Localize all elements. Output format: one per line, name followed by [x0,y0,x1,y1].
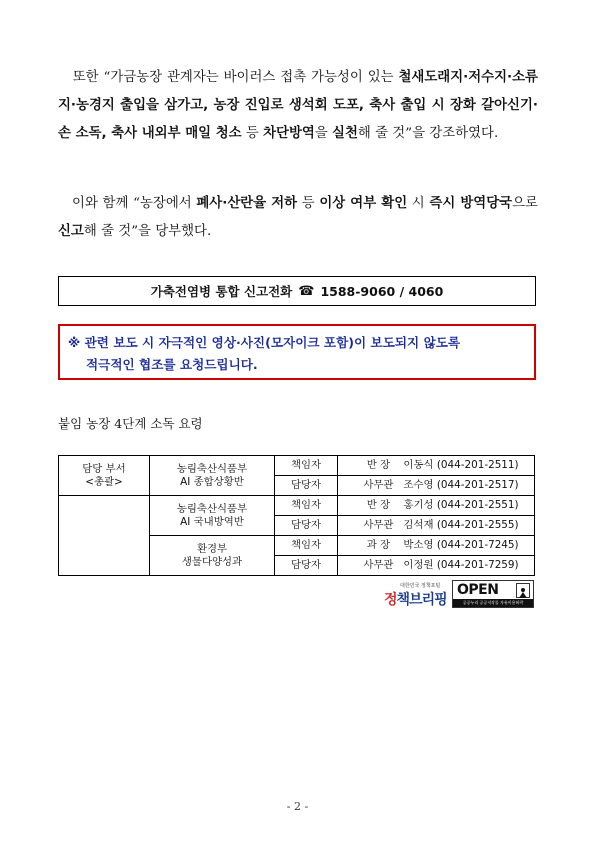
p1-bold-actions: 철새도래지·저수지·소류지·농경지 출입을 삼가고, 농장 진입로 생석회 도포, 축사 출입 시 장화 갈아신기·손 소독, 축사 내외부 매일 청소 [58,70,538,141]
p1-text-c: 등 [241,126,264,141]
role-cell: 담당자 [275,476,338,496]
division-cell [150,496,275,536]
role-cell: 책임자 [275,536,338,556]
division-unit: AI 종합상황반 [180,475,244,488]
p2-text-e: 으로 [512,196,538,211]
p1-text-a: 또한 “가금농장 관계자는 바이러스 접촉 가능성이 있는 [72,70,399,85]
person-title: 사무관 [363,519,394,531]
notice-line-1: ※ 관련 보도 시 자극적인 영상·사진(모자이크 포함)이 보도되지 않도록 [68,335,461,350]
paragraph-reporting [58,190,538,246]
division-org: 농림축산식품부 [176,502,248,515]
p2-text-c: 등 [297,196,320,211]
division-cell [150,456,275,496]
open-license-badge [452,580,534,608]
p2-bold-mortality: 폐사·산란율 저하 [196,196,298,211]
table-row [59,496,535,516]
person-title: 사무관 [363,559,394,571]
p1-bold-practice: 실천 [332,126,358,141]
press-notice-box [58,324,536,380]
person-name: 박소영 [403,539,434,551]
role-cell: 담당자 [275,516,338,536]
person-cell [338,476,535,496]
dept-sub-label: <총괄> [85,475,123,488]
table-row [59,456,535,476]
person-name: 김석재 [403,519,434,531]
person-title: 사무관 [363,479,394,491]
open-label: OPEN [457,582,499,598]
person-cell [338,496,535,516]
dept-cell [59,456,150,496]
briefing-red-char: 정 [384,592,397,608]
p1-text-d: 을 [314,126,333,141]
contacts-table [58,455,535,576]
person-title: 반 장 [366,499,391,511]
person-cell [338,536,535,556]
dept-cell-empty [59,496,150,576]
telephone-icon: ☎ [298,283,315,299]
dept-label: 담당 부서 [82,462,126,475]
person-name: 조수영 [403,479,434,491]
p2-text-f: 해 줄 것”을 당부했다. [83,224,212,239]
division-cell [150,536,275,576]
person-phone: (044-201-2555) [436,519,519,531]
briefing-rest: 책브리핑 [396,592,447,608]
division-org: 농림축산식품부 [176,462,248,475]
person-cell [338,516,535,536]
hotline-number: 1588-9060 / 4060 [320,283,444,299]
division-unit: AI 국내방역반 [180,515,244,528]
person-phone: (044-201-2511) [436,459,519,471]
paragraph-biosecurity [58,64,538,148]
p2-text-d: 시 [407,196,430,211]
p1-bold-quarantine: 차단방역 [263,126,315,141]
p2-bold-check: 이상 여부 확인 [319,196,408,211]
briefing-small-text: 대한민국 정책포털 [400,583,441,589]
role-cell: 담당자 [275,556,338,576]
person-cell [338,556,535,576]
person-title: 과 장 [366,539,391,551]
briefing-main-text [384,589,447,609]
person-phone: (044-201-7259) [436,559,519,571]
role-cell: 책임자 [275,496,338,516]
person-phone: (044-201-2551) [436,499,519,511]
person-name: 이동식 [403,459,434,471]
division-org: 환경부 [196,542,228,555]
person-title: 반 장 [366,459,391,471]
p1-text-e: 해 줄 것”을 강조하였다. [357,126,499,141]
role-cell: 책임자 [275,456,338,476]
public-nuri-icon [516,583,530,598]
p2-bold-report: 신고 [58,224,84,239]
page-number: - 2 - [286,800,309,813]
division-unit: 생물다양성과 [181,555,243,568]
person-name: 이정원 [403,559,434,571]
attachment-note: 붙임 농장 4단계 소독 요령 [58,416,203,431]
person-phone: (044-201-2517) [436,479,519,491]
hotline-box [58,276,536,306]
person-name: 홍기성 [403,499,434,511]
hotline-label: 가축전염병 통합 신고전화 [150,284,293,299]
person-cell [338,456,535,476]
person-phone: (044-201-7245) [436,539,519,551]
p2-text-a: 이와 함께 “농장에서 [72,196,197,211]
open-license-bar: 공공누리 공공저작물 자유이용허락 [453,599,533,607]
p2-bold-authority: 즉시 방역당국 [429,196,513,211]
notice-line-2: 적극적인 협조를 요청드립니다. [86,357,258,372]
